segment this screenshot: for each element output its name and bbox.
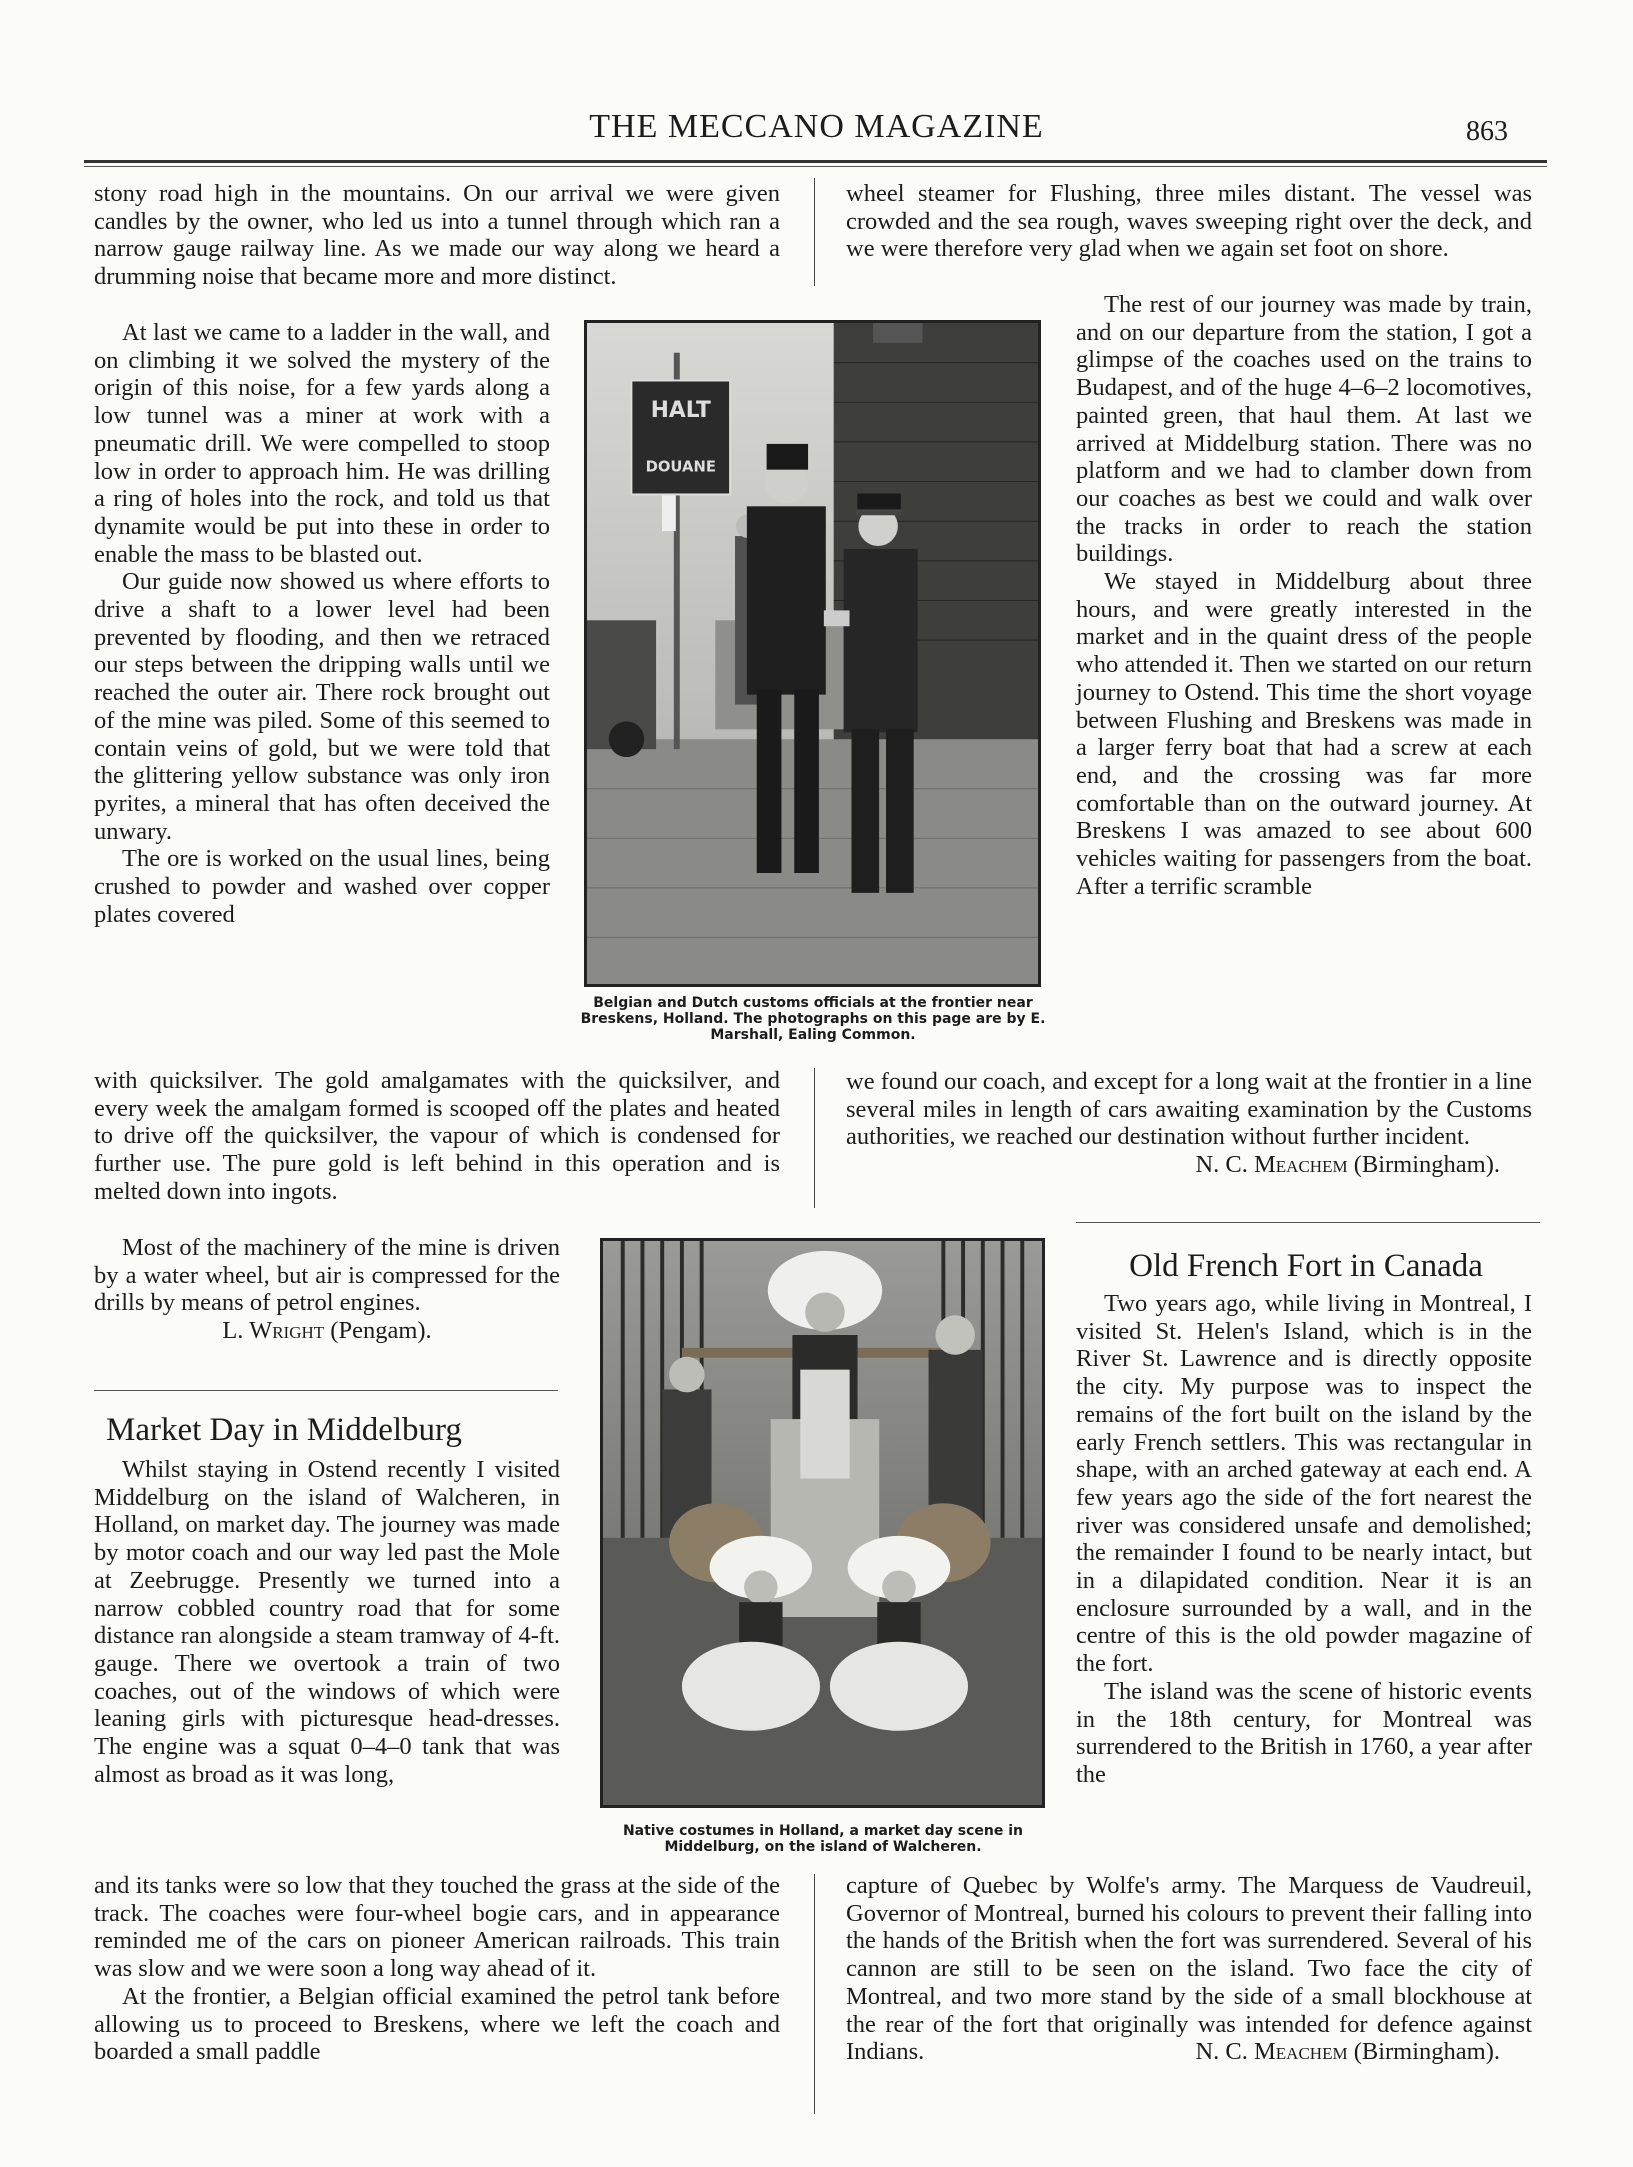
paragraph-fort-a: Two years ago, while living in Montreal, I visited St. Helen's Island, which is in the River St. Lawrence and is directly opposite the city. My purpose was to inspect the remains of the fort built on the island by the early French settlers. This was rectangular in shape, with an arched gateway at each end. A few years ago the side of the fort nearest the river was considered unsafe and demolished; the remainder I found to be nearly intact, but in a dilapidated condition. Near it is an enclosure surrounded by a wall, and in the centre of this is the old powder magazine of the fort. xyxy=(1076,1290,1532,1678)
paragraph-ore-b: with quicksilver. The gold amalgamates with the quicksilver, and every week the amalgam formed is scooped off the plates and heated to drive off the quicksilver, the vapour of which is condensed for further use. The pure gold is left behind in this operation and is melted down into ingots. xyxy=(94,1067,780,1205)
costume-caption-text: Native costumes in Holland, a market day scene in Middelburg, on the island of Walcheren. xyxy=(622,1823,1024,1855)
magazine-title: THE MECCANO MAGAZINE xyxy=(589,108,1044,145)
article-market-cont xyxy=(94,1872,780,2066)
customs-officials-photo xyxy=(584,320,1041,987)
sign-douane-text: DOUANE xyxy=(645,458,716,476)
signature-meachem: N. C. Meachem (Birmingham). xyxy=(1195,2038,1500,2066)
fort-title: Old French Fort in Canada xyxy=(1129,1248,1483,1284)
article-market-body xyxy=(94,1456,560,1788)
paragraph-guide: Our guide now showed us where efforts to drive a shaft to a lower level had been prevented by flooding, and then we retraced our steps between the dripping walls until we reached the outer air. There rock brought out of the mine was piled. Some of this seemed to contain veins of gold, but we were told that the glittering yellow substance was only iron pyrites, a mineral that has often deceived the unwary. xyxy=(94,568,550,845)
article-mine-ore xyxy=(94,1067,780,1206)
sign-halt-text: HALT xyxy=(650,398,711,424)
article-divider-2 xyxy=(1076,1222,1540,1223)
header-rule xyxy=(84,160,1547,163)
paragraph-steamer: wheel steamer for Flushing, three miles distant. The vessel was crowded and the sea rough, waves sweeping right over the deck, and we were therefore very glad when we again set foot on shore. xyxy=(846,180,1532,263)
paragraph-ore-a: The ore is worked on the usual lines, being crushed to powder and washed over copper plates covered xyxy=(94,845,550,928)
article-mine-intro xyxy=(94,180,780,291)
article-mine-machinery xyxy=(94,1234,560,1345)
article-divider xyxy=(94,1390,558,1391)
paragraph-rest-journey: The rest of our journey was made by train, and on our departure from the station, I got a glimpse of the coaches used on the trains to Budapest, and of the huge 4–6–2 locomotives, painted green, that haul them. At last we arrived at Middelburg station. There was no platform and we had to clamber down from our coaches as best we could and walk over the tracks in order to reach the station buildings. xyxy=(1076,291,1532,568)
paragraph-stayed: We stayed in Middelburg about three hours, and were greatly interested in the market and in the quaint dress of the people who attended it. Then we started on our return journey to Ostend. This time the short voyage between Flushing and Breskens was made in a larger ferry boat that had a screw at each end, and the crossing was far more comfortable than on the outward journey. At Breskens I was amazed to see about 600 vehicles waiting for passengers from the boat. After a terrific scramble xyxy=(1076,568,1532,900)
native-costumes-photo xyxy=(600,1238,1045,1808)
column-rule-bottom xyxy=(814,1874,815,2114)
article-fort-end xyxy=(846,1872,1532,2066)
paragraph-market-a: Whilst staying in Ostend recently I visited Middelburg on the island of Walcheren, in Holland, on market day. The journey was made by motor coach and our way led past the Mole at Zeebrugge. Presently we turned into a narrow cobbled country road that for some distance ran alongside a steam tramway of 4-ft. gauge. There we overtook a train of two coaches, out of the windows of which were leaning girls with picturesque head-dresses. The engine was a squat 0–4–0 tank that was almost as broad as it was long, xyxy=(94,1456,560,1788)
signature-marshall: N. C. Meachem (Birmingham). xyxy=(1195,1151,1500,1179)
article-market-steamer xyxy=(846,180,1532,263)
column-rule-top xyxy=(814,178,815,286)
paragraph-fort-c: capture of Quebec by Wolfe's army. The Marquess de Vaudreuil, Governor of Montreal, burned his colours to prevent their falling into the hands of the British when the fort was surrendered. Several of his cannon are still to be seen on the island. Two face the city of Montreal, and two more stand by the side of a small blockhouse at the rear of the fort that originally was intended for defence against Indians. xyxy=(846,1872,1532,2066)
market-day-title: Market Day in Middelburg xyxy=(106,1412,462,1448)
signature-wright: L. Wright (Pengam). xyxy=(222,1317,432,1345)
article-market-end xyxy=(846,1068,1532,1179)
paragraph-stayed-b: we found our coach, and except for a long wait at the frontier in a line several miles in length of cars awaiting examination by the Customs authorities, we reached our destination without further incident. xyxy=(846,1068,1532,1151)
page-number: 863 xyxy=(1466,116,1508,147)
paragraph-machinery: Most of the machinery of the mine is driven by a water wheel, but air is compressed for the drills by means of petrol engines. xyxy=(94,1234,560,1317)
fort-heading xyxy=(1076,1248,1536,1285)
column-rule-mid xyxy=(814,1068,815,1208)
costume-caption xyxy=(592,1823,1054,1855)
customs-caption-text: Belgian and Dutch customs officials at the frontier near Breskens, Holland. The photographs on this page are by E. Marshall, Ealing Common. xyxy=(580,995,1046,1043)
paragraph-ladder: At last we came to a ladder in the wall, and on climbing it we solved the mystery of the origin of this noise, for a few yards along a low tunnel was a miner at work with a pneumatic drill. We were compelled to stoop low in order to approach him. He was drilling a ring of holes into the rock, and told us that dynamite would be put into these in order to enable the mass to be blasted out. xyxy=(94,319,550,568)
article-market-journey xyxy=(1076,291,1532,900)
article-mine-body xyxy=(94,319,550,928)
paragraph-market-b: and its tanks were so low that they touched the grass at the side of the track. The coaches were four-wheel bogie cars, and in appearance reminded me of the cars on pioneer American railroads. This train was slow and we were soon a long way ahead of it. xyxy=(94,1872,780,1983)
market-day-heading xyxy=(106,1412,566,1449)
customs-caption xyxy=(578,995,1048,1043)
paragraph-frontier: At the frontier, a Belgian official examined the petrol tank before allowing us to proceed to Breskens, where we left the coach and boarded a small paddle xyxy=(94,1982,780,2066)
paragraph-stony-road: stony road high in the mountains. On our arrival we were given candles by the owner, who led us into a tunnel through which ran a narrow gauge railway line. As we made our way along we heard a drumming noise that became more and more distinct. xyxy=(94,180,780,291)
header-rule-thin xyxy=(84,166,1547,167)
article-fort-body xyxy=(1076,1290,1532,1789)
paragraph-fort-b: The island was the scene of historic events in the 18th century, for Montreal was surrendered to the British in 1760, a year after the xyxy=(1076,1677,1532,1788)
